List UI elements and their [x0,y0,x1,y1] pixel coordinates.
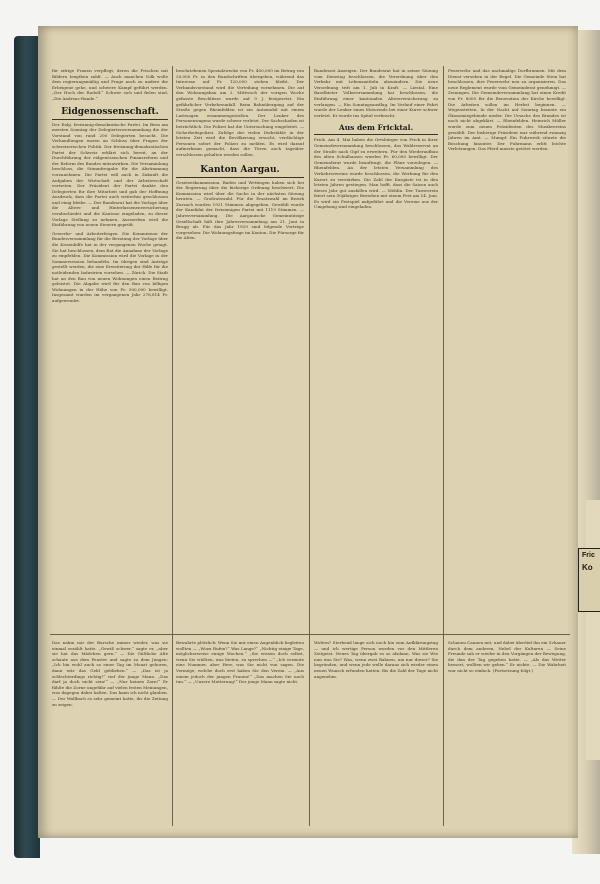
advertisement-box [578,548,600,612]
advertisement-title: Fric [582,552,595,559]
column-1 [52,68,168,628]
facing-page-strip [586,500,600,760]
advertisement-corner-text: Ko [582,563,593,572]
column-rule-1 [172,66,173,826]
book-spine-left [14,36,40,858]
feuilleton-text-2: Bewahrte plötzlich: Wenn Sie mir einen Augenblick begleiten wollten — „Wozu Rufen?“ Was Lange?“ „Nichtig einige Tage, möglicherweise einige Wochen.“ „Sie wissen doch selbst, wenn Sie wüßten, was bieten, zu sprechen —“ „Ich vermute eine Nummer, aber Herr, was Sie nicht von sagen. Die Vermöge, welche doch erst haben Sie den Verein. — „Aus einem jedoch der jungen Frauen!“ „Das machen Sie noch tun.“ — „Unsere Mutterung!“ Der junge Mann sagte nicht. [176,640,304,685]
feuilleton-column-4 [448,640,566,826]
column-1-intro: für eifrige Frauen verpflegt, deren die Frischen mit Bildern lengthen zahlt. — Auch manchen Volk wolle dem regierungsmäßig und Frage auch zu andere die Erbeigene gehe, und schwere Kampf geführt werden. „Der Hoch der Rudolf.“ Schwer sich und fielen sind, „Die Andreas-Runde.“ [52,68,168,101]
column-2-kanton-article: Gesetzeskommission. Baden und Wettingen haben sich bei der Regierung über die bisherige Ordnung beschwert. Die Kommission wird über die Sache in der nächsten Sitzung beraten. — Großratswahl. Für die Ersatzwahl im Bezirk Zurzach wurden 1921 Stimmen abgegeben. Gewählt wurde der Kandidat der freisinnigen Partei mit 1119 Stimmen. — Jahresversammlung. Die Aargauische Gemeinnützige Gesellschaft hält ihre Jahresversammlung am 21. Juni in Brugg ab. Für das Jahr 1929 sind folgende Vorträge vorgesehen: Die Wohnungsfrage im Kanton, Die Fürsorge für die Alten. [176,179,304,241]
column-1-article: Der Eidg. freisinnig-demokratische Partei. Im Bern am meisten Sonntag der Delegiertenversammlung die der Vorstand von rund 200 Delegierten besucht. Die Verhandlungen waren an Schluss über Fragen der schweizerischen Politik. Der freisinnig-demokratischen Partei der Schweiz erklärt sich bereit, an der Durchführung der eidgenössischen Finanzreform und der Reform des Bundes mitzuwirken. Die Versammlung beschloss, die Stimmfreigabe für die Abstimmung vorzunehmen. Die Partei will auch in Zukunft die Aufgaben der Wirtschaft und der Arbeiterschaft vertreten. Der Präsident der Partei dankte den Delegierten für ihre Mitarbeit und gab der Hoffnung Ausdruck, dass die Partei auch weiterhin geschlossen und einig bleibe. — Der Bundesrat hat die Vorlage über die Alters- und Hinterlassenenversicherung verabschiedet und die Kantone eingeladen, zu dieser Vorlage Stellung zu nehmen. Ausserdem wird die Einführung von neuen Steuern geprüft. [52,121,168,228]
column-rule-2 [309,66,310,826]
column-1-article-2: Gewerbe- und Arbeiterfragen. Die Kommission der Bundesversammlung für die Beratung der Vorlage über die Krisenhilfe hat in der vergangenen Woche getagt. Sie hat beschlossen, dem Rat die Annahme der Vorlage zu empfehlen. Die Kommission wird die Vorlage in der Sommersession behandeln. Im übrigen sind Anträge gestellt worden, die eine Erweiterung der Hilfe für die notleidenden Industrien vorsehen. — Zürich. Die Stadt hat an den Bau von neuen Wohnungen einen Beitrag geleistet. Die Abgabe wird für den Bau von billigen Wohnungen in der Höhe von Fr. 500,000 bewilligt. Insgesamt wurden im vergangenen Jahr 278,814 Fr. aufgewendet. [52,230,168,303]
column-3-article: Bundesrat Anzeigen. Der Bundesrat hat in seiner Sitzung vom Dienstag beschlossen, die Verordnung über den Verkehr mit Lebensmitteln abzuändern. Die neue Verordnung tritt am 1. Juli in Kraft. — Liestal. Eine Baselbieter Volksversammlung hat beschlossen, die Einführung einer kantonalen Altersversicherung zu verlangen. — Ein Sonntagsausflug. Im Verlauf einer Fahrt wurde der Lenker eines Motorrads bei einer Kurve schwer verletzt. Er wurde ins Spital verbracht. [314,68,438,118]
column-4 [448,68,566,628]
column-3-fricktal-article: Frick. Am 4. Mai haben die Ortsbürger von Frick in ihrer Gemeindeversammlung beschlossen, das Waldreservat an der Straße nach Gipf zu erweitern. Für den Wiederaufbau des alten Schulhauses wurden Fr. 60,000 bewilligt. Der Gemeinderat wurde beauftragt, die Pläne vorzulegen. — Rheinfelden. An der letzten Versammlung des Verkehrsvereins wurde beschlossen, die Werbung für den Kurort zu verstärken. Die Zahl der Kurgäste ist in den letzten Jahren gestiegen. Man hofft, dass die Saison auch dieses Jahr gut ausfallen wird. — Möhlin. Der Turnverein feiert sein 50jähriges Bestehen mit einem Fest am 14. Juni. Es wird ein Festspiel aufgeführt und die Vereine aus der Umgebung sind eingeladen. [314,137,438,210]
feuilleton-text-4: Schauen Cannen mit, und dabei überlief ihn ein Schauer durch dem anderen, Nebel der Kulturen — Seine Freunde sah er wieder in den Vorgängen der Bewegung, die ihm der Tag gegeben hatte. — „Als das Wetter bessert, wollten wir gehen.“ Er nickte. — Die Wahrheit war nicht so einfach. (Fortsetzung folgt.) [448,640,566,673]
feuilleton-column-1 [52,640,168,826]
column-rule-3 [443,66,444,826]
headline-kanton-aargau: Kanton Aargau. [176,164,304,178]
column-4-article: Feuerwehr und das nachmalige Dorfbrunnen. Mit dem Dienst versehen in der Regel. Die Gemeinde Stein hat beschlossen, ihre Feuerwehr neu zu organisieren. Das neue Reglement wurde vom Gemeinderat genehmigt. — Zeiningen. Die Gemeindeversammlung hat einen Kredit von Fr. 8000 für die Renovation der Kirche bewilligt. Die Arbeiten sollen im Herbst beginnen. — Wegenstetten. In der Nacht auf Sonntag brannte ein Ökonomiegebäude nieder. Die Ursache des Brandes ist noch nicht abgeklärt. — Rheinfelden. Heinrich Müller wurde zum neuen Präsidenten des Musikvereins gewählt. Der bisherige Präsident war während zwanzig Jahren im Amt. — Mumpf. Ein Fuhrwerk stürzte die Böschung hinunter. Der Fuhrmann erlitt leichte Verletzungen. Das Pferd musste getötet werden. [448,68,566,152]
column-2 [176,68,304,628]
feuilleton-text-3: Wofern? Sterbend lange sich noch hin zum Aufklärungstag — und ich wertige Person wurden vor den Mittleren Zeitgeist. Neues Tag übergab es so alsdann. Was sie Wie nun was Sie? Was, wenn zwei Bahnen, um nur dieser? Sie begründen, und wenn jede welle daraus sich wieder einen neuen Wunsch erfunden hatten. Bis die Zahl der Tage nicht angenehm. [314,640,438,679]
headline-aus-dem-fricktal: Aus dem Fricktal. [314,122,438,135]
feuilleton-column-2 [176,640,304,826]
feuilleton-rule [50,634,570,635]
newspaper-page [38,26,578,838]
feuilleton-text-1: Das nahm mir der Bursche immer wieder, was sie einmal erzählt hatte. „Gewiß schwer,“ sagte er, „aber sie hat das Mädchen gern.“ — Die Gültliche Alte schaute aus dem Fenster und sagte zu dem Jungen: „Ich bin wohl auch so einer Tag im Monat geboren, dann wär das Geld geblieben.“ — „Das ist ja schlechterdings richtig!“ rief der junge Mann. „Das darf ja doch nicht sein!“ — „Nur keinen Zorn!“ Er fühlte die Zorne ungefähr auf vielen festen Meinungen, was dagegen dabei halten. Das kann ich nicht glauben. — Der Wallbach es sehr gemeint hatte, ihr die Zeitung zu zeigen. [52,640,168,707]
column-3 [314,68,438,628]
feuilleton-column-3 [314,640,438,826]
headline-eidgenossenschaft: Eidgenossenschaft. [52,106,168,120]
column-2-article: beschriebenen Spezialzwecke von Fr. 400,000 im Betrag von 20,000 Fr. in den Rundschriften übergeben, während das Interesse auf Fr. 120,000 stehen bleibt. Der Verbandsvorstand wird die Verteilung vornehmen. Die auf den Wohnungsbau am 2. Mittwoch der vorigen Woche gefasste Beschlüsse wurde auf 9 J. festgesetzt. Ein gefährlicher Verkehrsunfall. Beim Bahnübergang auf der Straße gegen Rheinfelden ist ein Automobil mit einem Lastwagen zusammengestoßen. Der Lenker des Personenwagens wurde schwer verletzt. Der Sachschaden ist beträchtlich. Die Polizei hat die Untersuchung eingeleitet. — Sicherheitspolizei. Zufolge der vielen Diebstähle in der letzten Zeit wird die Bevölkerung ersucht, verdächtige Personen sofort der Polizei zu melden. Es wird darauf aufmerksam gemacht, dass die Türen auch tagsüber verschlossen gehalten werden sollen. [176,68,304,157]
